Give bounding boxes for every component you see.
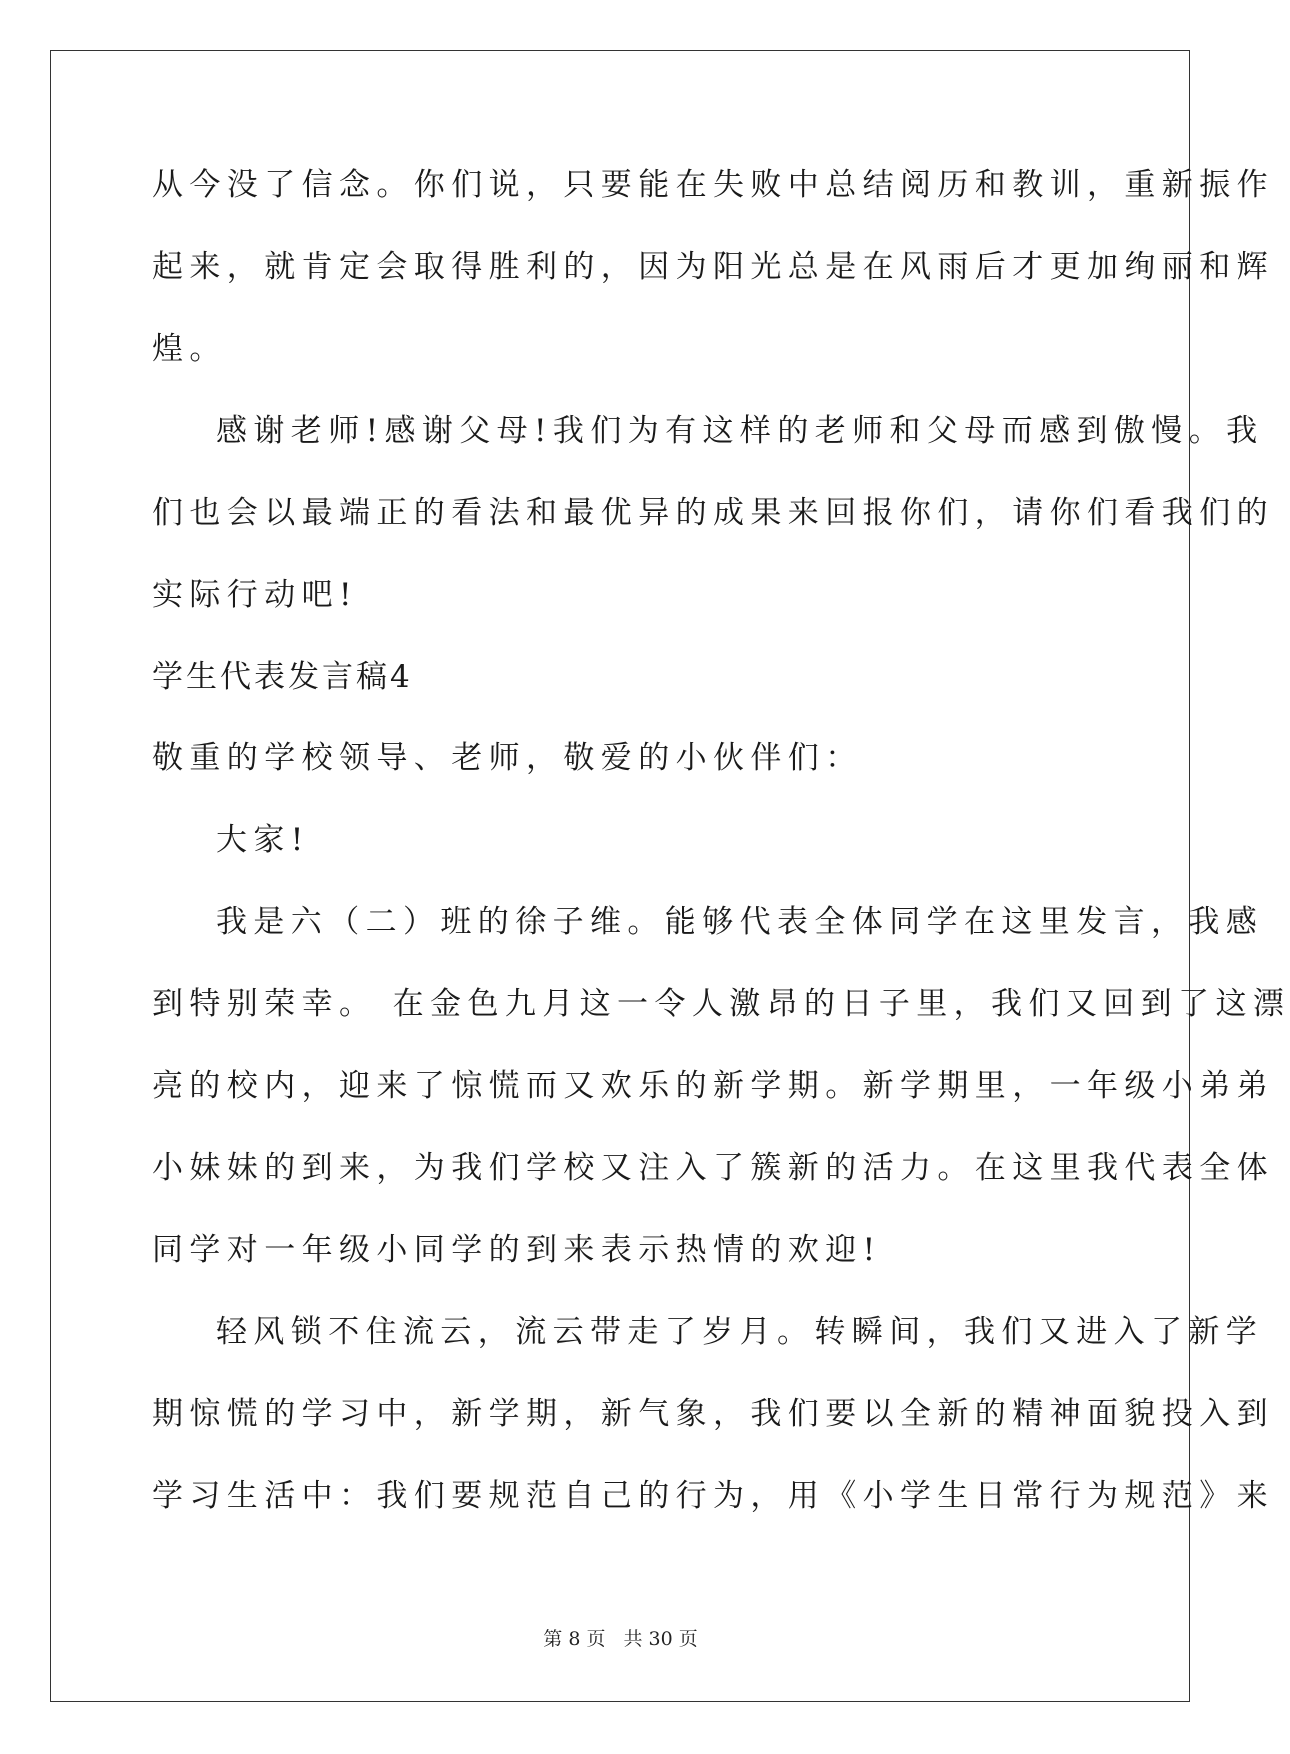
paragraph-line: 起来，就肯定会取得胜利的，因为阳光总是在风雨后才更加绚丽和辉 — [152, 249, 1274, 285]
paragraph-line: 煌。 — [152, 331, 227, 367]
page-footer — [0, 1627, 1241, 1651]
paragraph-line: 们也会以最端正的看法和最优异的成果来回报你们，请你们看我们的 — [152, 495, 1274, 531]
paragraph-line: 亮的校内，迎来了惊慌而又欢乐的新学期。新学期里，一年级小弟弟 — [152, 1068, 1274, 1104]
paragraph-line: 小妹妹的到来，为我们学校又注入了簇新的活力。在这里我代表全体 — [152, 1150, 1274, 1186]
greeting-line: 大家! — [216, 822, 310, 858]
page-total: 共 30 页 — [623, 1628, 698, 1650]
paragraph-line: 学习生活中：我们要规范自己的行为，用《小学生日常行为规范》来 — [152, 1478, 1274, 1514]
paragraph-line: 实际行动吧! — [152, 577, 358, 613]
page-number: 第 8 页 — [543, 1628, 606, 1650]
paragraph-line: 到特别荣幸。 在金色九月这一令人激昂的日子里，我们又回到了这漂 — [152, 986, 1290, 1022]
paragraph-line: 期惊慌的学习中，新学期，新气象，我们要以全新的精神面貌投入到 — [152, 1396, 1274, 1432]
paragraph-line: 我是六（二）班的徐子维。能够代表全体同学在这里发言，我感 — [216, 904, 1264, 940]
paragraph-line: 从今没了信念。你们说，只要能在失败中总结阅历和教训，重新振作 — [152, 167, 1274, 203]
paragraph-line: 感谢老师!感谢父母!我们为有这样的老师和父母而感到傲慢。我 — [216, 413, 1264, 449]
paragraph-line: 同学对一年级小同学的到来表示热情的欢迎! — [152, 1232, 882, 1268]
section-title: 学生代表发言稿4 — [152, 659, 413, 695]
salutation-line: 敬重的学校领导、老师，敬爱的小伙伴们： — [152, 740, 863, 776]
document-body — [152, 160, 1290, 1553]
paragraph-line: 轻风锁不住流云，流云带走了岁月。转瞬间，我们又进入了新学 — [216, 1314, 1264, 1350]
